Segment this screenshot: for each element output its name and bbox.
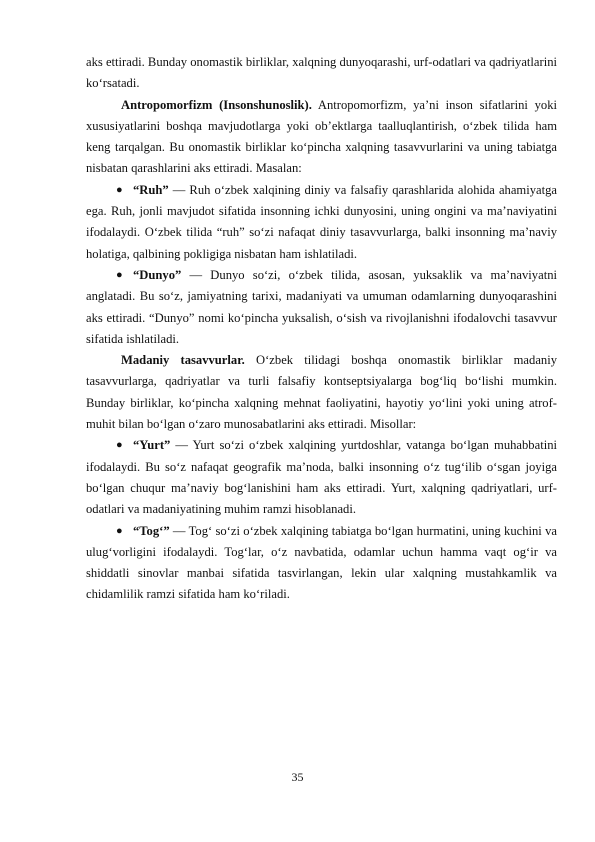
bullet-text: — Ruh o‘zbek xalqining diniy va falsafiy qarashlarida alohida ahamiyatga ega. Ruh, jonli mavjudot sifatida insonning ichki dunyosini, uning ongini va ma’naviyatini ifodalaydi. O‘zbek tilida “ruh” so‘zi nafaqat diniy tasavvurlarga, balki insonning ma’naviy holatiga, qalbining pokligiga nisbatan ham ishlatiladi.	[86, 182, 557, 261]
bullet-item-ruh	[86, 180, 557, 265]
paragraph-intro	[86, 52, 557, 95]
bullet-text: — Tog‘ so‘zi o‘zbek xalqining tabiatga bo‘lgan hurmatini, uning kuchini va ulug‘vorligini ifodalaydi. Tog‘lar, o‘z navbatida, odamlar uchun hamma vaqt og‘ir va shiddatli sinovlar manbai sifatida tasvirlangan, lekin ular xalqning mustahkamlik va chidamlilik ramzi sifatida ham ko‘riladi.	[86, 523, 557, 602]
bullet-item-dunyo	[86, 265, 557, 350]
bullet-term: “Tog‘”	[133, 523, 170, 538]
bullet-icon: ●	[116, 183, 123, 196]
bullet-text: — Yurt so‘zi o‘zbek xalqining yurtdoshlar, vatanga bo‘lgan muhabbatini ifodalaydi. Bu so‘z nafaqat geografik ma’noda, balki insonning o‘z tug‘ilib o‘sgan joyiga bo‘lgan chuqur ma’naviy bog‘lanishini ham aks ettiradi. Yurt, xalqning qadriyatlari, urf-odatlari va madaniyatining muhim ramzi hisoblanadi.	[86, 438, 557, 517]
bullet-icon: ●	[116, 524, 123, 537]
paragraph-heading: Madaniy tasavvurlar.	[121, 353, 245, 368]
bullet-term: “Dunyo”	[133, 267, 182, 282]
bullet-item-tog	[86, 521, 557, 606]
bullet-term: “Ruh”	[133, 182, 169, 197]
bullet-icon: ●	[116, 268, 123, 281]
bullet-text: — Dunyo so‘zi, o‘zbek tilida, asosan, yuksaklik va ma’naviyatni anglatadi. Bu so‘z, jamiyatning tarixi, madaniyati va umuman odamlarning dunyoqarashini aks ettiradi. “Dunyo” nomi ko‘pincha yuksalish, o‘sish va rivojlanishni ifodalovchi tasavvur sifatida ishlatiladi.	[86, 267, 557, 346]
bullet-icon: ●	[116, 439, 123, 452]
paragraph-text: Antropomorfizm, ya’ni inson sifatlarini yoki xususiyatlarini boshqa mavjudotlarga yoki ob’ektlarga taalluqlantirish, o‘zbek tilida ham keng tarqalgan. Bu onomastik birliklar ko‘pincha xalqning tasavvurlarini va uning tabiatga nisbatan qarashlarini aks ettiradi. Masalan:	[86, 97, 557, 176]
bullet-term: “Yurt”	[133, 438, 171, 453]
document-page	[86, 52, 557, 606]
paragraph-madaniy	[86, 350, 557, 435]
paragraph-antropomorfizm	[86, 95, 557, 180]
paragraph-text: aks ettiradi. Bunday onomastik birliklar, xalqning dunyoqarashi, urf-odatlari va qadriyatlarini ko‘rsatadi.	[86, 55, 557, 91]
paragraph-text: O‘zbek tilidagi boshqa onomastik birliklar madaniy tasavvurlarga, qadriyatlar va turli falsafiy kontseptsiyalarga bog‘liq bo‘lishi mumkin. Bunday birliklar, ko‘pincha xalqning mehnat faoliyatini, hayotiy yo‘lini yoki uning atrof-muhit bilan bo‘lgan o‘zaro munosabatlarini aks ettiradi. Misollar:	[86, 353, 558, 432]
paragraph-heading: Antropomorfizm (Insonshunoslik).	[121, 97, 312, 112]
bullet-item-yurt	[86, 435, 557, 520]
page-number: 35	[291, 770, 304, 784]
